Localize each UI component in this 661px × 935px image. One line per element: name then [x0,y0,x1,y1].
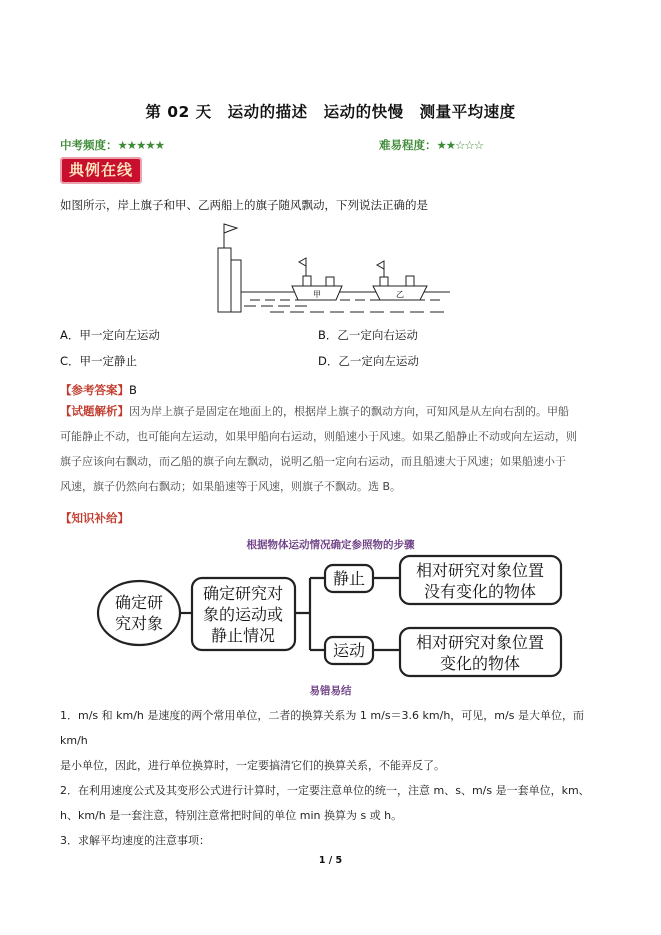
option-b[interactable]: B．乙一定向右运动 [318,328,418,342]
reference-answer [60,379,137,398]
shore-flag [224,224,237,233]
mistake-2-line-2: h、km/h 是一套注意，特别注意常把时间的单位 min 换算为 s 或 h。 [60,809,403,822]
option-d[interactable]: D．乙一定向左运动 [318,354,419,368]
boat-yi-flag [377,261,384,269]
node-motion-line-1: 确定研究对 [202,584,284,603]
node-motion-line-2: 象的运动或 [202,605,284,624]
difficulty [379,137,483,153]
boat-jia-flag [299,258,306,266]
result-static-line-2: 没有变化的物体 [423,582,537,601]
static-label: 静止 [332,569,366,588]
frequency-stars: ★★★★★ [117,138,165,152]
analysis-line-2: 可能静止不动，也可能向左运动，如果甲船向右运动，则船速小于风速。如果乙船静止不动或向左运动，则 [60,430,577,443]
analysis-line-3: 旗子应该向右飘动，而乙船的旗子向左飘动，说明乙船一定向右运动，而且船速大于风速；如果船速小于 [60,455,566,468]
analysis-block [60,399,605,499]
difficulty-label: 难易程度： [379,138,437,152]
reference-steps-diagram [95,553,565,678]
mistakes-block [60,703,605,853]
mistake-3: 3．求解平均速度的注意事项： [60,834,210,847]
mistake-1-line-1: 1．m/s 和 km/h 是速度的两个常用单位，二者的换算关系为 1 m/s＝3.6 km/h，可见，m/s 是大单位，而 km/h [60,709,584,747]
boat-yi-label: 乙 [396,290,404,299]
boat-jia-label: 甲 [313,290,321,299]
result-moving-line-1: 相对研究对象位置 [415,633,545,652]
analysis-line-4: 风速，旗子仍然向右飘动；如果船速等于风速，则旗子不飘动。选 B。 [60,480,402,493]
answer-label: 【参考答案】 [60,383,129,397]
analysis-label: 【试题解析】 [60,404,129,418]
exam-frequency [60,137,164,153]
flags-boats-figure [200,220,470,325]
node-object-line-2: 究对象 [114,614,164,633]
example-badge [60,157,142,184]
node-object [98,581,180,645]
frequency-label: 中考频度： [60,138,118,152]
difficulty-stars-filled: ★★ [436,138,456,152]
page-number: 1 / 5 [318,855,343,866]
mistakes-title: 易错易结 [309,685,352,697]
question-text: 如图所示，岸上旗子和甲、乙两船上的旗子随风飘动，下列说法正确的是 [60,198,428,212]
node-motion-line-3: 静止情况 [210,626,276,645]
knowledge-label: 【知识补给】 [60,511,129,525]
diagram-title: 根据物体运动情况确定参照物的步骤 [246,539,415,551]
difficulty-stars-empty: ☆☆☆ [455,138,484,152]
answer-value: B [129,383,137,397]
badge-label: 典例在线 [68,161,133,179]
shore-building [218,248,231,312]
option-c[interactable]: C．甲一定静止 [60,354,138,368]
mistake-2-line-1: 2．在利用速度公式及其变形公式进行计算时，一定要注意单位的统一，注意 m、s、m/s 是一套单位，km、 [60,784,590,797]
mistake-1-line-2: 是小单位，因此，进行单位换算时，一定要搞清它们的换算关系，不能弄反了。 [60,759,445,772]
moving-label: 运动 [332,641,366,660]
option-a[interactable]: A．甲一定向左运动 [60,328,160,342]
page-title: 第 02 天 运动的描述 运动的快慢 测量平均速度 [145,103,516,121]
result-static-line-1: 相对研究对象位置 [415,561,545,580]
result-moving-line-2: 变化的物体 [439,654,521,673]
node-object-line-1: 确定研 [114,593,164,612]
analysis-line-1: 因为岸上旗子是固定在地面上的，根据岸上旗子的飘动方向，可知风是从左向右刮的。甲船 [129,405,569,418]
